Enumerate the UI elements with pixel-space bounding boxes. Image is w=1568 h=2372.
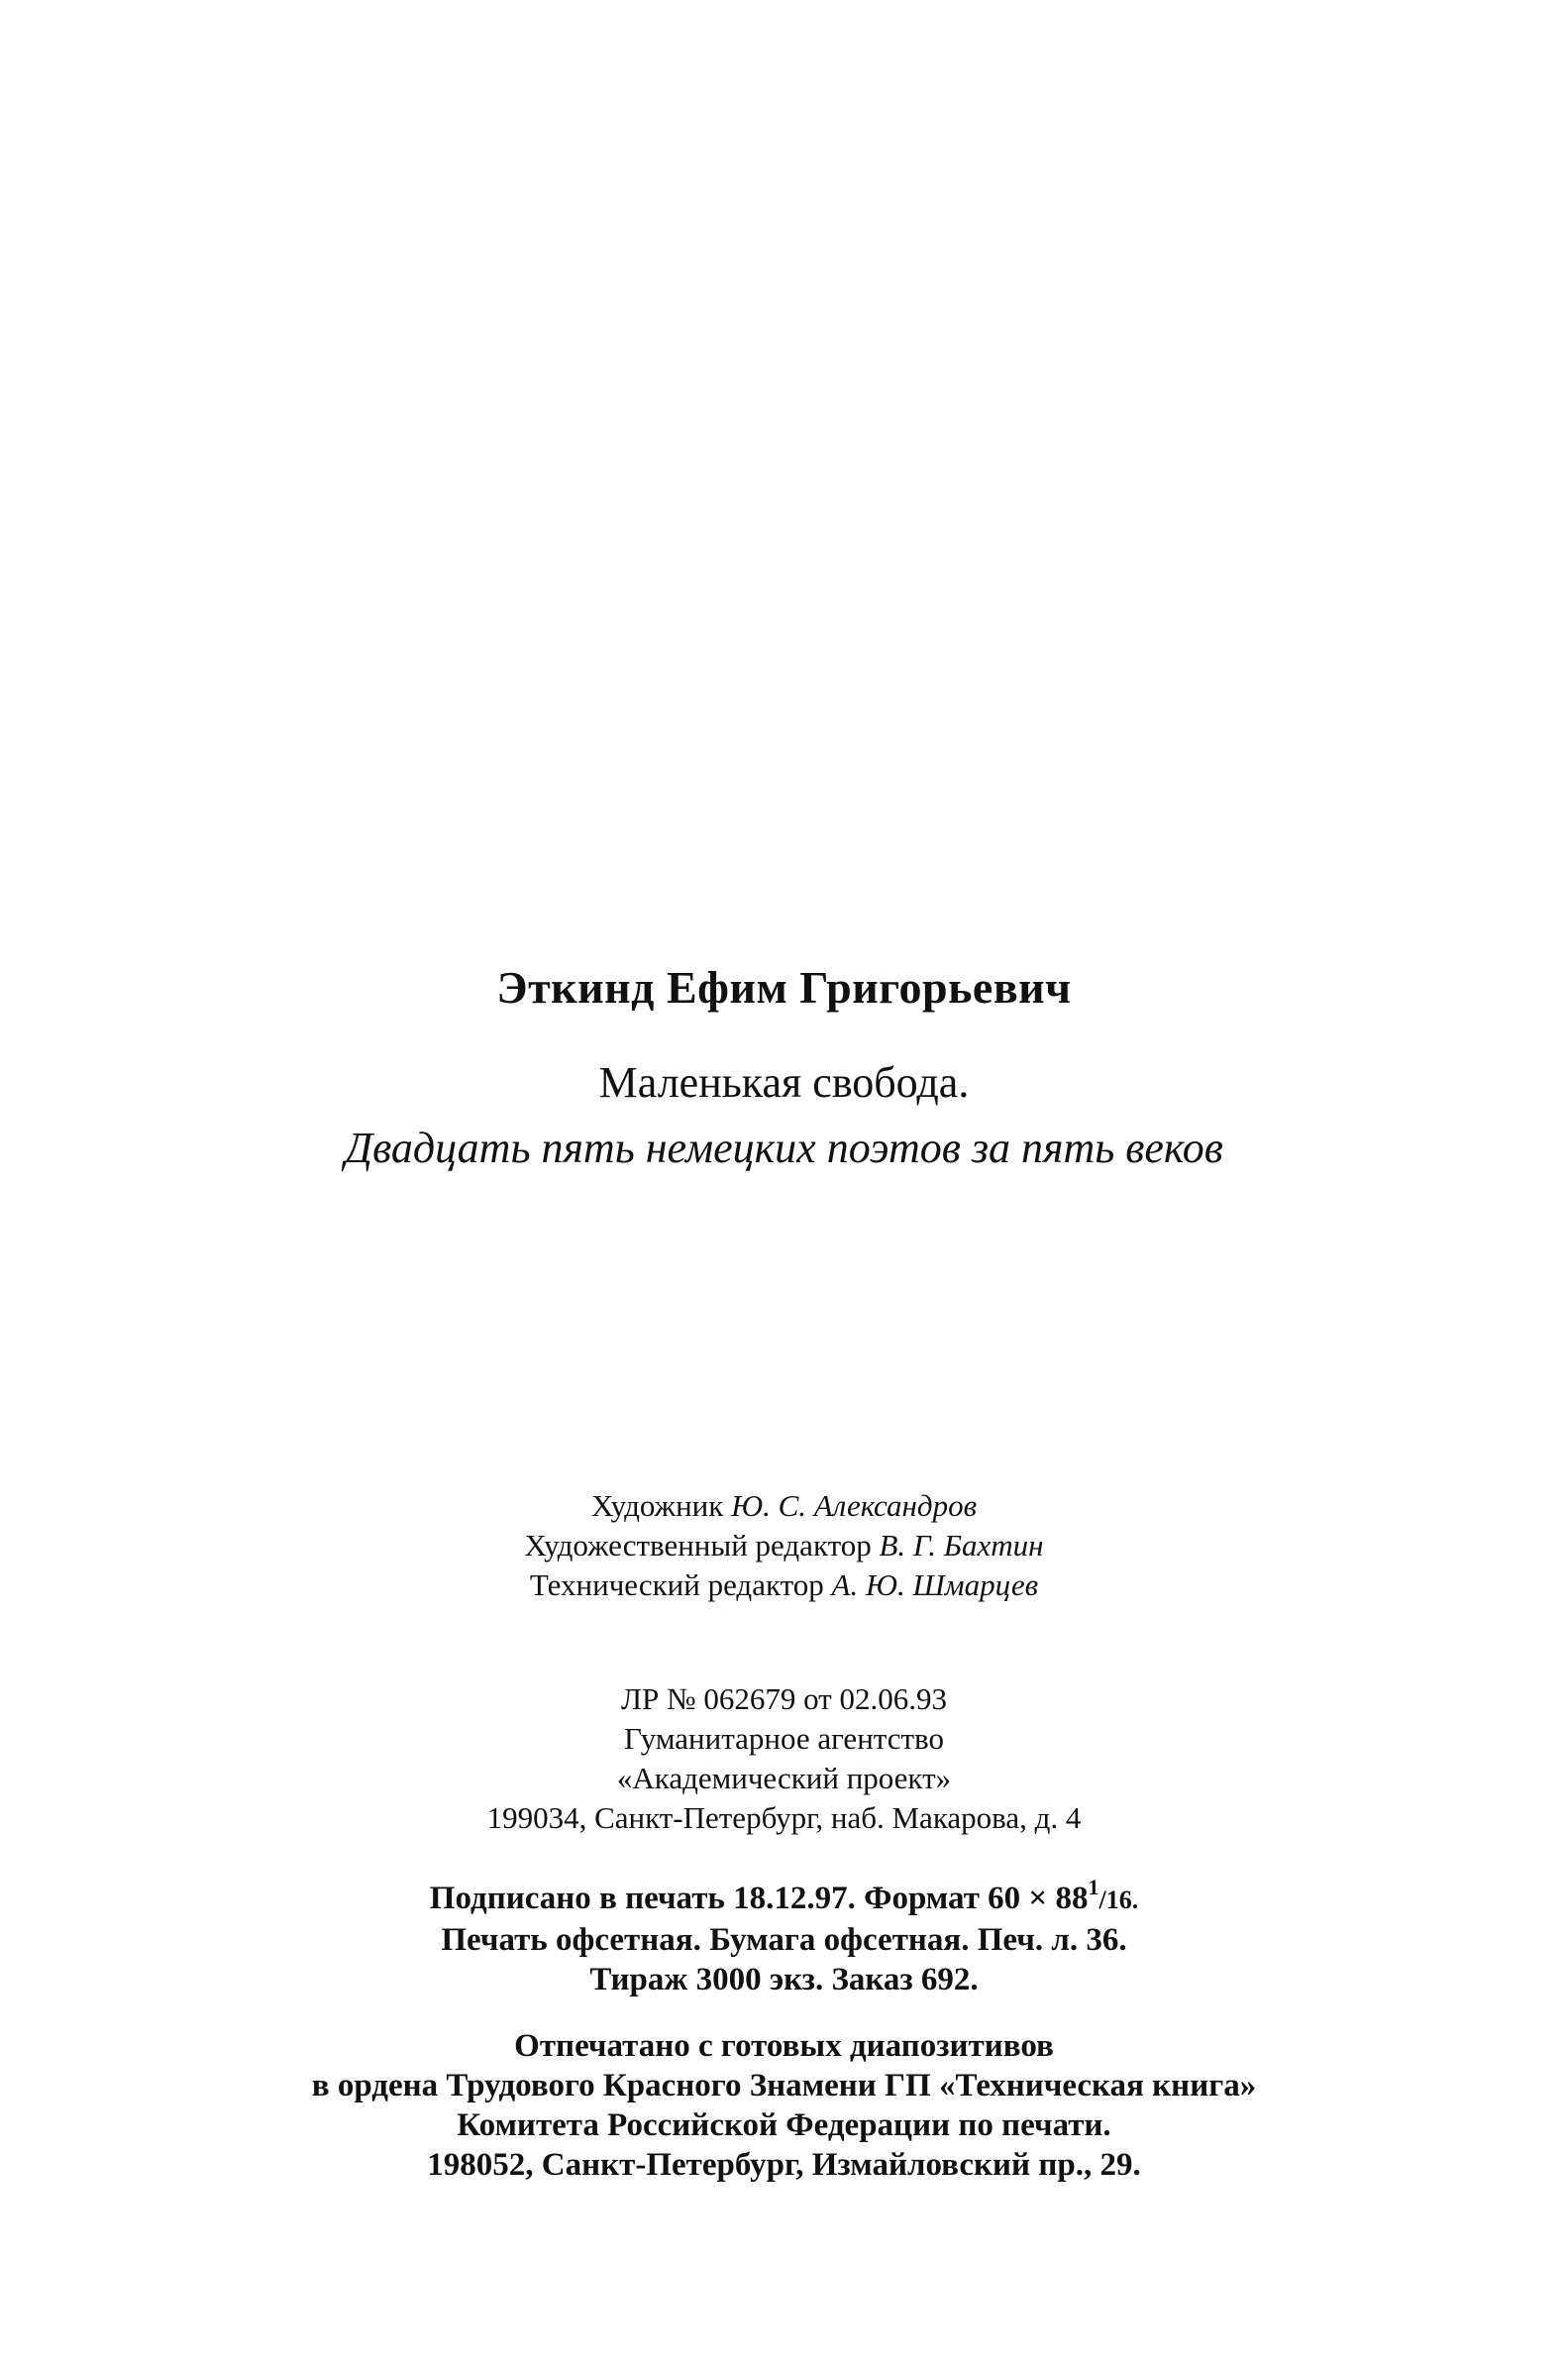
printer-line-3: Комитета Российской Федерации по печати. <box>457 2107 1111 2143</box>
author-name <box>0 961 1568 1014</box>
print-info-block <box>0 1868 1568 1999</box>
credit-person: Ю. С. Александров <box>731 1488 978 1523</box>
author-line: Эткинд Ефим Григорьевич <box>496 962 1072 1013</box>
title-subtitle: Двадцать пять немецких поэтов за пять веков <box>345 1124 1223 1172</box>
credit-person: А. Ю. Шмарцев <box>831 1567 1039 1602</box>
publisher-line-2: «Академический проект» <box>616 1761 952 1795</box>
printer-line-4: 198052, Санкт-Петербург, Измайловский пр., 29. <box>427 2147 1141 2183</box>
credits-block <box>0 1486 1568 1605</box>
title-main: Маленькая свобода. <box>598 1058 970 1107</box>
credit-tech-editor <box>0 1565 1568 1605</box>
publisher-line-1: Гуманитарное агентство <box>624 1721 944 1756</box>
paper-line: Печать офсетная. Бумага офсетная. Печ. л. 36. <box>441 1922 1127 1958</box>
license-number: ЛР № 062679 от 02.06.93 <box>621 1681 947 1716</box>
credit-role: Художественный редактор <box>524 1528 872 1563</box>
signed-format-line <box>0 1868 1568 1920</box>
printer-line-1: Отпечатано с готовых диапозитивов <box>514 2028 1054 2064</box>
format-denominator: /16. <box>1098 1886 1139 1914</box>
book-title <box>0 1050 1568 1181</box>
format-superscript: 1 <box>1088 1875 1099 1899</box>
credit-person: В. Г. Бахтин <box>879 1528 1044 1563</box>
credit-artist <box>0 1486 1568 1526</box>
credit-role: Технический редактор <box>529 1567 824 1602</box>
credit-art-editor <box>0 1526 1568 1565</box>
publisher-address: 199034, Санкт-Петербург, наб. Макарова, д. 4 <box>486 1800 1082 1835</box>
signed-text: Подписано в печать 18.12.97. Формат 60 × 88 <box>429 1881 1089 1916</box>
printer-block <box>0 2026 1568 2185</box>
credit-role: Художник <box>590 1488 724 1523</box>
printer-line-2: в ордена Трудового Красного Знамени ГП «Техническая книга» <box>311 2068 1257 2103</box>
license-block <box>0 1679 1568 1838</box>
circulation-line: Тираж 3000 экз. Заказ 692. <box>589 1962 979 1997</box>
